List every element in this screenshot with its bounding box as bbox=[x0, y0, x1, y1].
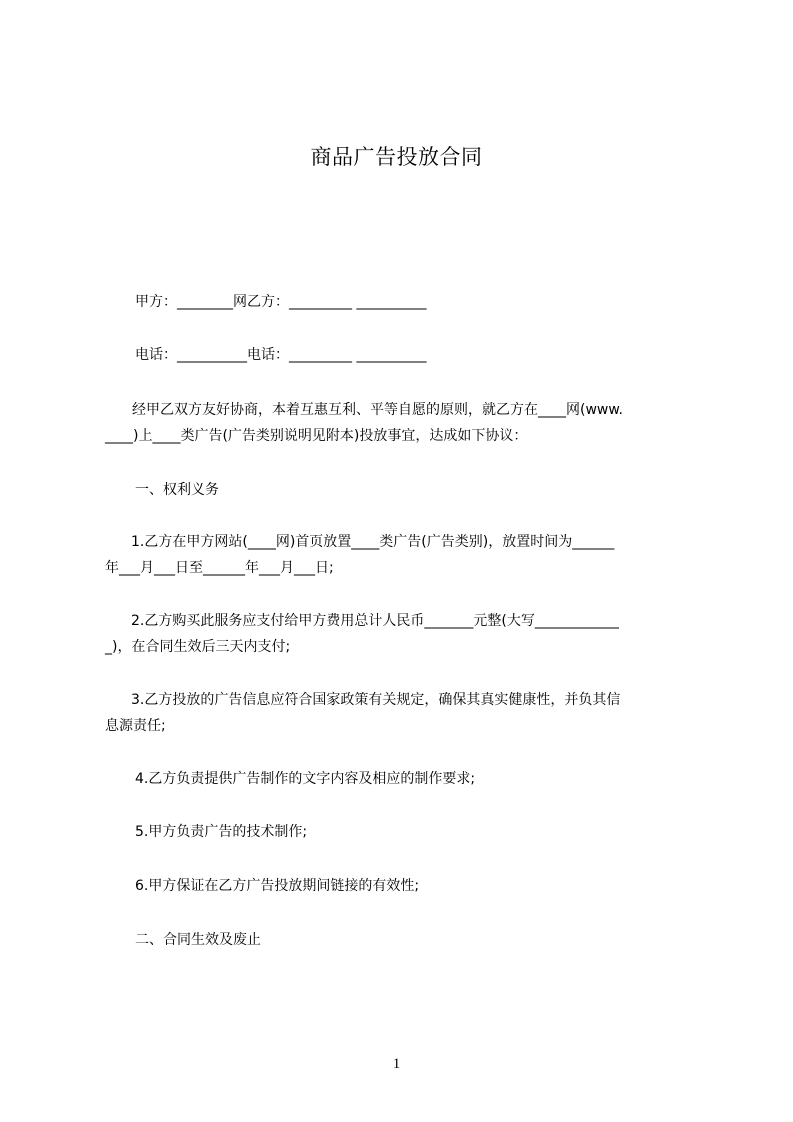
clause-6: 6.甲方保证在乙方广告投放期间链接的有效性; bbox=[135, 878, 420, 894]
clause-2-line-2: _)，在合同生效后三天内支付; bbox=[105, 639, 291, 655]
clause-2-line-1: 2.乙方购买此服务应支付给甲方费用总计人民币_______元整(大写____________ bbox=[131, 613, 619, 629]
intro-line-2: ____)上____类广告(广告类别说明见附本)投放事宜，达成如下协议： bbox=[105, 428, 528, 444]
section-heading-validity: 二、合同生效及废止 bbox=[135, 932, 261, 948]
section-heading-rights: 一、权利义务 bbox=[135, 482, 219, 498]
clause-4: 4.乙方负责提供广告制作的文字内容及相应的制作要求; bbox=[135, 771, 476, 787]
clause-1-line-1: 1.乙方在甲方网站(____网)首页放置____类广告(广告类别)，放置时间为______ bbox=[131, 534, 615, 550]
clause-3-line-1: 3.乙方投放的广告信息应符合国家政策有关规定，确保其真实健康性，并负其信 bbox=[131, 692, 621, 708]
party-line: 甲方：________网乙方：_________ __________ bbox=[135, 294, 427, 310]
page-number: 1 bbox=[392, 1056, 401, 1072]
phone-line: 电话：__________电话：_________ __________ bbox=[135, 347, 427, 363]
clause-5: 5.甲方负责广告的技术制作; bbox=[135, 824, 308, 840]
clause-1-line-2: 年___月___日至______年___月___日; bbox=[105, 560, 334, 576]
intro-line-1: 经甲乙双方友好协商，本着互惠互利、平等自愿的原则，就乙方在____网(www. bbox=[132, 402, 623, 418]
clause-3-line-2: 息源责任; bbox=[105, 718, 166, 734]
document-title: 商品广告投放合同 bbox=[310, 145, 483, 169]
